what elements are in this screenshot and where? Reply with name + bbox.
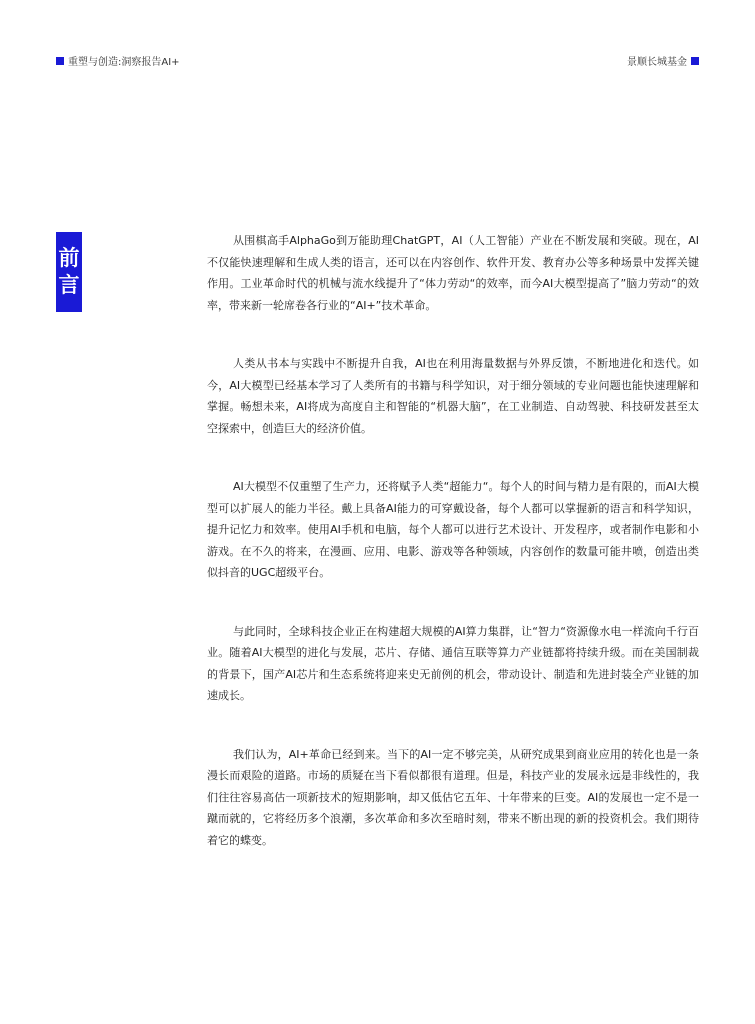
square-marker-icon bbox=[56, 57, 64, 65]
body-paragraph: 我们认为，AI+革命已经到来。当下的AI一定不够完美，从研究成果到商业应用的转化也是一条漫长而艰险的道路。市场的质疑在当下看似都很有道理。但是，科技产业的发展永远是非线性的，我们往往容易高估一项新技术的短期影响，却又低估它五年、十年带来的巨变。AI的发展也一定不是一蹴而就的，它将经历多个浪潮，多次革命和多次至暗时刻，带来不断出现的新的投资机会。我们期待着它的蝶变。 bbox=[207, 747, 699, 847]
header-left bbox=[56, 53, 180, 68]
body-paragraph: 与此同时，全球科技企业正在构建超大规模的AI算力集群，让“智力“资源像水电一样流向千行百业。随着AI大模型的进化与发展，芯片、存储、通信互联等算力产业链都将持续升级。而在美国制裁的背景下，国产AI芯片和生态系统将迎来史无前例的机会，带动设计、制造和先进封装全产业链的加速成长。 bbox=[207, 624, 699, 702]
header-company-name: 景顺长城基金 bbox=[627, 57, 687, 68]
header-report-title: 重塑与创造:洞察报告AI+ bbox=[68, 57, 180, 68]
square-marker-icon bbox=[691, 57, 699, 65]
section-label-char: 前 bbox=[58, 246, 80, 270]
body-paragraph: 人类从书本与实践中不断提升自我，AI也在利用海量数据与外界反馈，不断地进化和迭代。如今，AI大模型已经基本学习了人类所有的书籍与科学知识，对于细分领域的专业问题也能快速理解和掌握。畅想未来，AI将成为高度自主和智能的“机器大脑”，在工业制造、自动驾驶、科技研发甚至太空探索中，创造巨大的经济价值。 bbox=[207, 357, 699, 435]
preface-body bbox=[207, 230, 699, 888]
header-right bbox=[627, 53, 699, 68]
body-paragraph: 从围棋高手AlphaGo到万能助理ChatGPT，AI（人工智能）产业在不断发展和突破。现在，AI不仅能快速理解和生成人类的语言，还可以在内容创作、软件开发、教育办公等多种场景中发挥关键作用。工业革命时代的机械与流水线提升了“体力劳动“的效率，而今AI大模型提高了”脑力劳动“的效率，带来新一轮席卷各行业的“AI+”技术革命。 bbox=[207, 234, 699, 312]
body-paragraph: AI大模型不仅重塑了生产力，还将赋予人类“超能力“。每个人的时间与精力是有限的，而AI大模型可以扩展人的能力半径。戴上具备AI能力的可穿戴设备，每个人都可以掌握新的语言和科学知识，提升记忆力和效率。使用AI手机和电脑，每个人都可以进行艺术设计、开发程序，或者制作电影和小游戏。在不久的将来，在漫画、应用、电影、游戏等各种领域，内容创作的数量可能井喷，创造出类似抖音的UGC超级平台。 bbox=[207, 480, 699, 579]
section-label-preface bbox=[56, 232, 82, 312]
section-label-char: 言 bbox=[58, 273, 80, 297]
